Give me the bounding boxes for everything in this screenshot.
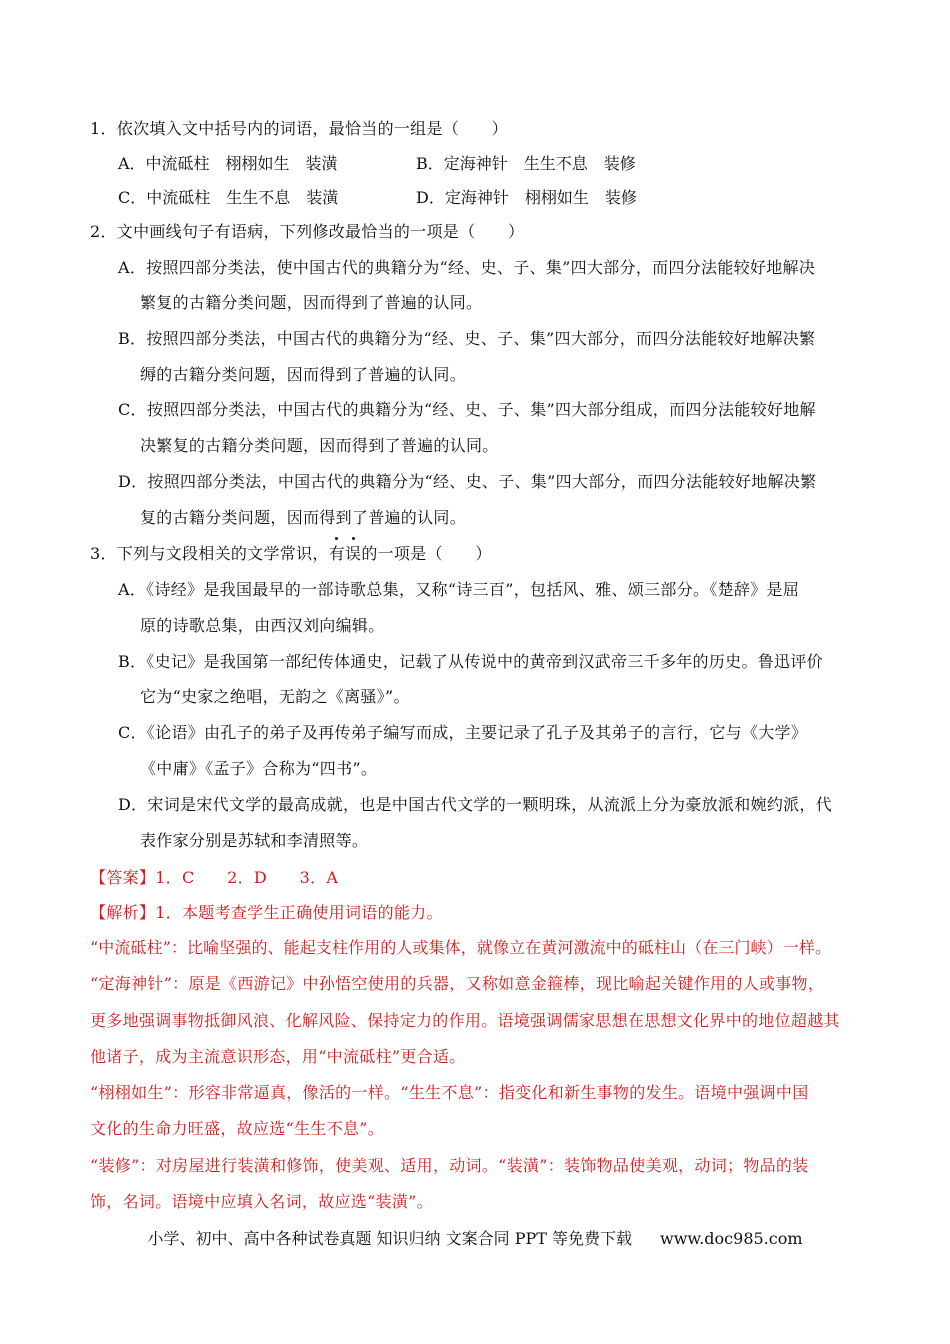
question-2-option-d-line-2: 复的古籍分类问题，因而得到了普遍的认同。 [140, 508, 467, 527]
question-2-stem: 2．文中画线句子有语病，下列修改最恰当的一项是（ ） [90, 222, 525, 241]
emphasis-dot-char-1: 有 [328, 544, 345, 563]
page-footer [0, 1228, 950, 1250]
question-3-option-d-line-1: D．宋词是宋代文学的最高成就，也是中国古代文学的一颗明珠，从流派上分为豪放派和婉约派，代 [118, 795, 833, 814]
question-1-option-a: A．中流砥柱 栩栩如生 装潢 [118, 154, 338, 173]
analysis-line-7: 文化的生命力旺盛，故应选“生生不息”。 [90, 1119, 385, 1138]
analysis-line-5: 他诸子，成为主流意识形态，用“中流砥柱”更合适。 [90, 1047, 466, 1066]
question-2-option-d-line-1: D．按照四部分类法，中国古代的典籍分为“经、史、子、集”四大部分，而四分法能较好地解决繁 [118, 472, 817, 491]
analysis-line-2: “中流砥柱”：比喻坚强的、能起支柱作用的人或集体，就像立在黄河激流中的砥柱山（在三门峡）一样。 [90, 938, 832, 957]
question-3-stem [90, 543, 492, 565]
question-2-option-b-line-2: 缛的古籍分类问题，因而得到了普遍的认同。 [140, 365, 467, 384]
question-1-option-d: D．定海神针 栩栩如生 装修 [416, 188, 637, 207]
question-3-stem-part-2: 的一项是（ ） [361, 544, 492, 563]
question-3-stem-part-1: 3．下列与文段相关的文学常识， [90, 544, 329, 563]
analysis-line-8: “装修”：对房屋进行装潢和修饰，使美观、适用，动词。“装潢”：装饰物品使美观，动词；物品的装 [90, 1156, 809, 1175]
question-3-option-d-line-2: 表作家分别是苏轼和李清照等。 [140, 831, 369, 850]
question-2-option-b-line-1: B．按照四部分类法，中国古代的典籍分为“经、史、子、集”四大部分，而四分法能较好地解决繁 [118, 329, 816, 348]
question-2-option-c-line-1: C．按照四部分类法，中国古代的典籍分为“经、史、子、集”四大部分组成，而四分法能较好地解 [118, 400, 816, 419]
footer-text: 小学、初中、高中各种试卷真题 知识归纳 文案合同 PPT 等免费下载 [147, 1229, 633, 1248]
analysis-line-6: “栩栩如生”：形容非常逼真，像活的一样。“生生不息”：指变化和新生事物的发生。语境中强调中国 [90, 1083, 809, 1102]
analysis-line-4: 更多地强调事物抵御风浪、化解风险、保持定力的作用。语境强调儒家思想在思想文化界中的地位超越其 [90, 1011, 840, 1030]
question-3-option-a-line-1: A．《诗经》是我国最早的一部诗歌总集，又称“诗三百”，包括风、雅、颂三部分。《楚辞》是屈 [118, 580, 800, 599]
question-1-option-b: B．定海神针 生生不息 装修 [416, 154, 636, 173]
question-3-option-b-line-2: 它为“史家之绝唱，无韵之《离骚》”。 [140, 687, 410, 706]
question-1-option-c: C．中流砥柱 生生不息 装潢 [118, 188, 339, 207]
question-1-stem: 1．依次填入文中括号内的词语，最恰当的一组是（ ） [90, 119, 508, 138]
question-1-options-row-2 [118, 187, 714, 209]
analysis-line-3: “定海神针”：原是《西游记》中孙悟空使用的兵器，又称如意金箍棒，现比喻起关键作用的人或事物， [90, 974, 825, 993]
emphasis-dot-char-2: 误 [345, 544, 362, 563]
question-2-option-c-line-2: 决繁复的古籍分类问题，因而得到了普遍的认同。 [140, 436, 499, 455]
question-2-option-a-line-2: 繁复的古籍分类问题，因而得到了普遍的认同。 [140, 293, 483, 312]
footer-url-link[interactable]: www.doc985.com [660, 1229, 803, 1248]
question-3-option-b-line-1: B．《史记》是我国第一部纪传体通史，记载了从传说中的黄帝到汉武帝三千多年的历史。鲁迅评价 [118, 652, 823, 671]
question-3-option-c-line-1: C．《论语》由孔子的弟子及再传弟子编写而成，主要记录了孔子及其弟子的言行，它与《大学》 [118, 723, 808, 742]
question-3-option-a-line-2: 原的诗歌总集，由西汉刘向编辑。 [140, 616, 385, 635]
analysis-line-9: 饰，名词。语境中应填入名词，故应选“装潢”。 [90, 1192, 433, 1211]
question-1-options-row-1 [118, 153, 714, 175]
question-3-option-c-line-2: 《中庸》《孟子》合称为“四书”。 [140, 759, 378, 778]
analysis-line-1: 【解析】1．本题考查学生正确使用词语的能力。 [90, 903, 443, 922]
question-2-option-a-line-1: A．按照四部分类法，使中国古代的典籍分为“经、史、子、集”四大部分，而四分法能较好地解决 [118, 258, 816, 277]
answer-line: 【答案】1．C 2．D 3．A [90, 868, 339, 887]
